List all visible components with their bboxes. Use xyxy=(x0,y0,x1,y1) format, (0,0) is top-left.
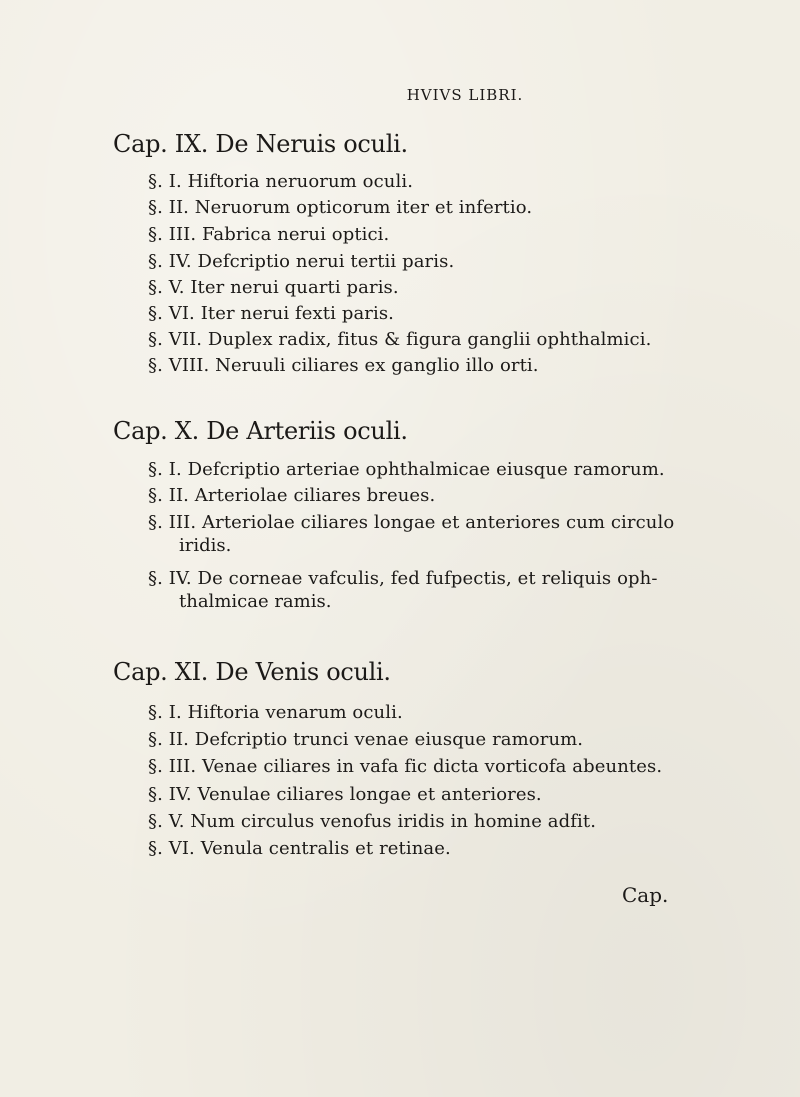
section-item: §. II. Neruorum opticorum iter et infertio. xyxy=(148,197,533,218)
section-item: §. V. Num circulus venofus iridis in homine adfit. xyxy=(148,811,597,832)
section-item: §. IV. De corneae vafculis, fed fufpectis, et reliquis oph- xyxy=(148,568,658,589)
chapter-title-xi: Cap. XI. De Venis oculi. xyxy=(113,658,391,686)
section-item-continuation: iridis. xyxy=(179,535,232,556)
chapter-title-ix: Cap. IX. De Neruis oculi. xyxy=(113,130,408,158)
section-item: §. V. Iter nerui quarti paris. xyxy=(148,277,399,298)
section-item: §. III. Venae ciliares in vafa fic dicta vorticofa abeuntes. xyxy=(148,756,663,777)
section-item: §. I. Hiftoria venarum oculi. xyxy=(148,702,403,723)
section-item: §. II. Arteriolae ciliares breues. xyxy=(148,485,436,506)
chapter-title-x: Cap. X. De Arteriis oculi. xyxy=(113,417,408,445)
section-item: §. VI. Iter nerui fexti paris. xyxy=(148,303,394,324)
section-item: §. VIII. Neruuli ciliares ex ganglio illo orti. xyxy=(148,355,539,376)
section-item: §. I. Defcriptio arteriae ophthalmicae eiusque ramorum. xyxy=(148,459,665,480)
section-item: §. I. Hiftoria neruorum oculi. xyxy=(148,171,414,192)
section-item: §. II. Defcriptio trunci venae eiusque ramorum. xyxy=(148,729,584,750)
running-head: HVIVS LIBRI. xyxy=(406,86,524,104)
section-item: §. IV. Defcriptio nerui tertii paris. xyxy=(148,251,455,272)
section-item: §. VI. Venula centralis et retinae. xyxy=(148,838,451,859)
section-item-continuation: thalmicae ramis. xyxy=(179,591,332,612)
section-item: §. IV. Venulae ciliares longae et anteriores. xyxy=(148,784,542,805)
section-item: §. III. Arteriolae ciliares longae et anteriores cum circulo xyxy=(148,512,675,533)
section-item: §. VII. Duplex radix, fitus & figura ganglii ophthalmici. xyxy=(148,329,652,350)
section-item: §. III. Fabrica nerui optici. xyxy=(148,224,390,245)
catchword: Cap. xyxy=(622,883,669,907)
